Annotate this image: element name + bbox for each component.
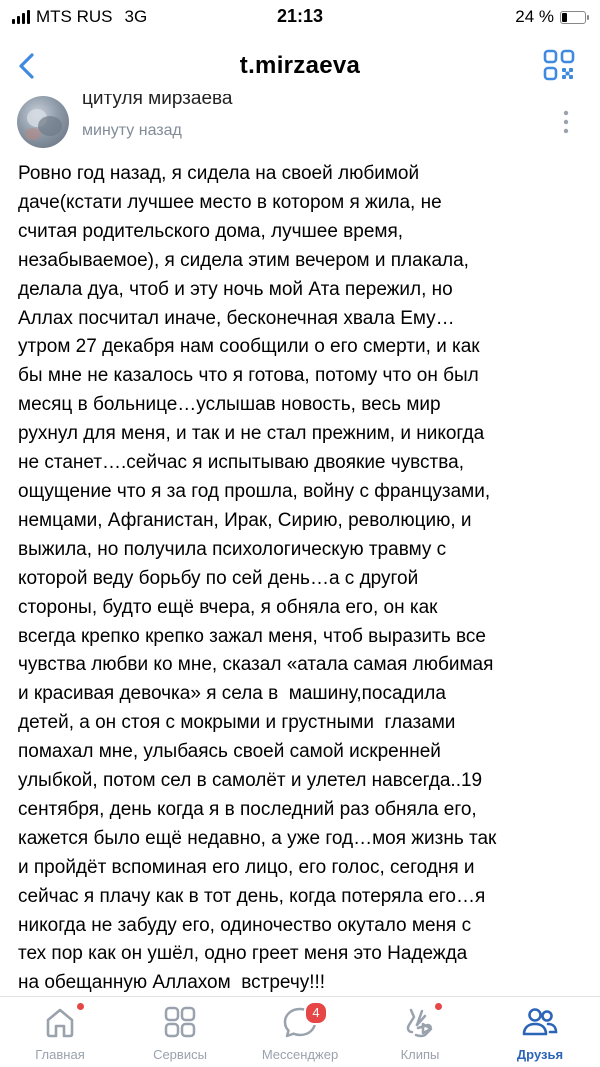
- tab-services[interactable]: [120, 997, 240, 1067]
- tab-messenger-label: Мессенджер: [261, 1047, 339, 1062]
- status-bar: [0, 0, 600, 34]
- tab-clips[interactable]: [360, 997, 480, 1067]
- carrier-name: MTS RUS: [36, 7, 113, 26]
- tab-friends[interactable]: [480, 997, 600, 1067]
- messenger-badge: 4: [304, 1001, 328, 1025]
- qr-code-icon: [542, 48, 576, 82]
- tab-messenger[interactable]: [240, 997, 360, 1067]
- qr-code-button[interactable]: [542, 48, 576, 82]
- clips-icon: [401, 1005, 439, 1039]
- network-type: 3G: [124, 7, 148, 26]
- services-icon: [161, 1005, 199, 1039]
- post-author[interactable]: цитуля мирзаева: [82, 94, 233, 109]
- battery-icon: [560, 11, 586, 24]
- header: [0, 34, 600, 98]
- post-header: [0, 94, 600, 150]
- more-button[interactable]: [558, 108, 574, 136]
- more-vertical-icon: [558, 108, 574, 136]
- home-icon: [41, 1005, 79, 1039]
- home-notification-dot: [77, 1003, 84, 1010]
- status-time: 21:13: [276, 6, 324, 26]
- tab-home[interactable]: [0, 997, 120, 1067]
- status-right: [515, 7, 586, 27]
- post-time: минуту назад: [82, 122, 182, 139]
- friends-icon: [521, 1005, 559, 1039]
- avatar-image: [17, 96, 69, 148]
- clips-notification-dot: [435, 1003, 442, 1010]
- battery-level: [562, 13, 567, 22]
- tab-friends-label: Друзья: [516, 1047, 564, 1062]
- tab-bar: [0, 996, 600, 1066]
- tab-home-label: Главная: [35, 1047, 85, 1062]
- page-title: t.mirzaeva: [239, 52, 361, 79]
- avatar[interactable]: [17, 96, 69, 148]
- tab-services-label: Сервисы: [153, 1047, 207, 1062]
- battery-percent: 24 %: [515, 7, 554, 26]
- tab-clips-label: Клипы: [400, 1047, 440, 1062]
- post-text: Ровно год назад, я сидела на своей любимой даче(кстати лучшее место в котором я жила, не считая родительского дома, лучшее время, незабываемое), я сидела этим вечером и плакала, делала дуа, чтоб и эту ночь мой Ата пережил, но Аллах посчитал иначе, бесконечная хвала Ему… утром 27 декабря нам сообщили о его смерти, и как бы мне не казалось что я готова, потому что он был месяц в больнице…услышав новость, весь мир рухнул для меня, и так и не стал прежним, и никогда не станет….сейчас я испытываю двоякие чувства, ощущение что я за год прошла, войну с французами, немцами, Афганистан, Ирак, Сирию, революцию, и выжила, но получила психологическую травму с которой веду борьбу по сей день…а с другой стороны, будто ещё вчера, я обняла его, он как всегда крепко крепко зажал меня, чтоб выразить все чувства любви ко мне, сказал «атала самая любимая и красивая девочка» я села в машину,посадила детей, а он стоя с мокрыми и грустными глазами помахал мне, улыбаясь своей самой искренней улыбкой, потом сел в самолёт и улетел навсегда..19 сентября, день когда я в последний раз обняла его, кажется было ещё недавно, а уже год…моя жизнь так и пройдёт вспоминая его лицо, его голос, сегодня и сейчас я плачу как в тот день, когда потеряла его…я никогда не забуду его, одиночество окутало меня с тех пор как он ушёл, одно греет меня это Надежда на обещанную Аллахом встречу!!!: [18, 163, 497, 994]
